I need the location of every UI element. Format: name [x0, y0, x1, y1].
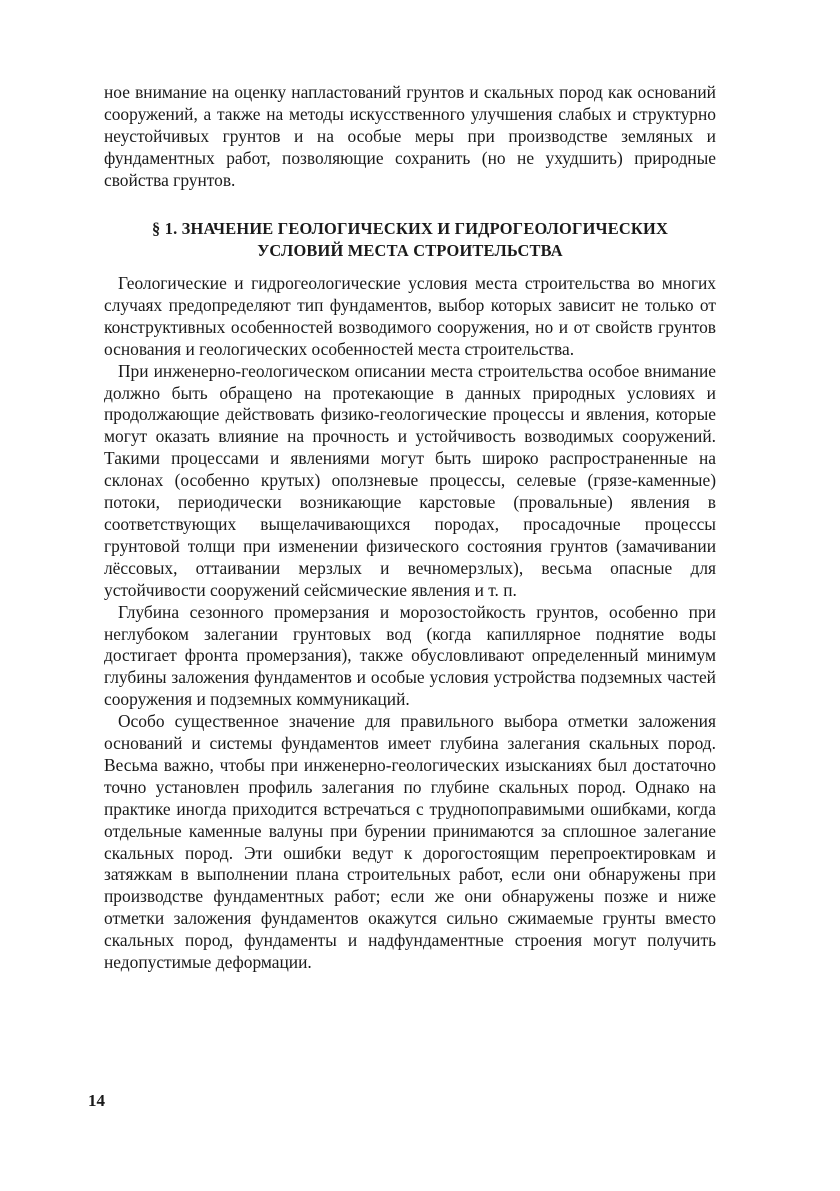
- paragraph-3: Глубина сезонного промерзания и морозостойкость грунтов, особенно при неглубоком залегании грунтовых вод (когда капиллярное поднятие воды достигает фронта промерзания), также обусловливают определенный минимум глубины заложения фундаментов и особые условия устройства подземных частей сооружения и подземных коммуникаций.: [104, 601, 716, 710]
- section-heading: [104, 218, 716, 261]
- page-number: 14: [88, 1091, 105, 1110]
- opening-paragraph: ное внимание на оценку напластований грунтов и скальных пород как оснований сооружений, а также на методы искусственного улучшения слабых и структурно неустойчивых грунтов и на особые меры при производстве земляных и фундаментных работ, позволяющие сохранить (но не ухудшить) природные свойства грунтов.: [104, 82, 716, 190]
- section-heading-line-2: УСЛОВИЙ МЕСТА СТРОИТЕЛЬСТВА: [257, 240, 563, 260]
- paragraph-2: При инженерно-геологическом описании места строительства особое внимание должно быть обращено на протекающие в данных природных условиях и продолжающие действовать физико-геологические процессы и явления, которые могут оказать влияние на прочность и устойчивость возводимых сооружений. Такими процессами и явлениями могут быть широко распространенные на склонах (особенно крутых) оползневые процессы, селевые (грязе-каменные) потоки, периодически возникающие карстовые (провальные) явления в соответствующих выщелачивающихся породах, просадочные процессы грунтовой толщи при изменении физического состояния грунтов (замачивании лёссовых, оттаивании мерзлых и вечномерзлых), весьма опасные для устойчивости сооружений сейсмические явления и т. п.: [104, 360, 716, 600]
- paragraph-1: Геологические и гидрогеологические условия места строительства во многих случаях предопределяют тип фундаментов, выбор которых зависит не только от конструктивных особенностей возводимого сооружения, но и от свойств грунтов основания и геологических особенностей места строительства.: [104, 273, 716, 359]
- section-heading-line-1: § 1. ЗНАЧЕНИЕ ГЕОЛОГИЧЕСКИХ И ГИДРОГЕОЛОГИЧЕСКИХ: [152, 219, 668, 238]
- paragraph-4: Особо существенное значение для правильного выбора отметки заложения оснований и системы фундаментов имеет глубина залегания скальных пород. Весьма важно, чтобы при инженерно-геологических изысканиях был достаточно точно установлен профиль залегания по глубине скальных пород. Однако на практике иногда приходится встречаться с труднопоправимыми ошибками, когда отдельные каменные валуны при бурении принимаются за сплошное залегание скальных пород. Эти ошибки ведут к дорогостоящим перепроектировкам и затяжкам в выполнении плана строительных работ, если они обнаружены при производстве фундаментных работ; если же они обнаружены позже и ниже отметки заложения фундаментов окажутся сильно сжимаемые грунты вместо скальных пород, фундаменты и надфундаментные строения могут получить недопустимые деформации.: [104, 711, 716, 973]
- section-body: [104, 273, 716, 974]
- opening-paragraph-block: [104, 82, 716, 192]
